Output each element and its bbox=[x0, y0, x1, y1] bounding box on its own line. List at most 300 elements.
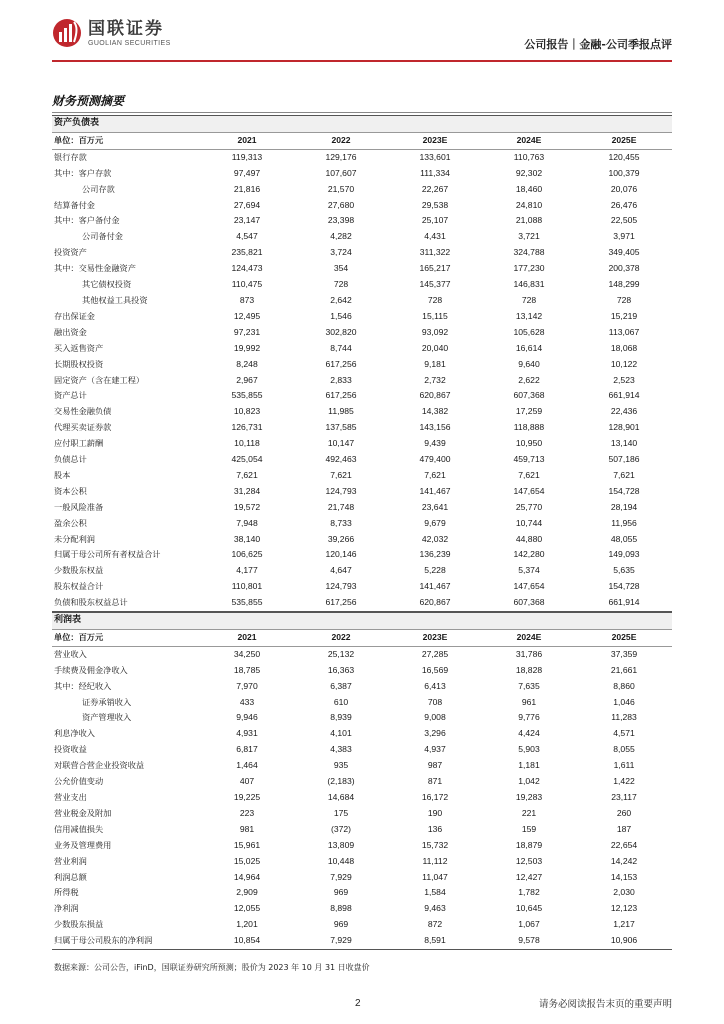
cell-value: 19,572 bbox=[233, 501, 261, 512]
cell-value: 349,405 bbox=[608, 247, 640, 258]
row-label: 信用减值损失 bbox=[54, 823, 104, 834]
cell-value: 110,763 bbox=[513, 151, 545, 162]
cell-value: 2,622 bbox=[518, 374, 540, 385]
cell-value: 200,378 bbox=[608, 263, 640, 274]
balance-title: 资产负债表 bbox=[52, 116, 672, 133]
cell-value: 4,571 bbox=[613, 728, 635, 739]
cell-value: 9,008 bbox=[424, 712, 446, 723]
row-label: 股东权益合计 bbox=[54, 581, 104, 592]
cell-value: 24,810 bbox=[515, 199, 543, 210]
cell-value: (2,183) bbox=[327, 776, 355, 787]
cell-value: 1,584 bbox=[424, 887, 446, 898]
row-label: 银行存款 bbox=[54, 151, 87, 162]
cell-value: 22,505 bbox=[610, 215, 638, 226]
cell-value: 620,867 bbox=[419, 390, 451, 401]
cell-value: 9,181 bbox=[424, 358, 446, 369]
table-row bbox=[52, 166, 672, 182]
cell-value: 9,776 bbox=[518, 712, 540, 723]
unit-label: 单位：百万元 bbox=[52, 629, 200, 646]
section-title: 财务预测摘要 bbox=[52, 94, 125, 108]
table-row bbox=[52, 373, 672, 389]
table-row bbox=[52, 532, 672, 548]
cell-value: 3,724 bbox=[330, 247, 352, 258]
cell-value: 871 bbox=[427, 776, 443, 787]
cell-value: 607,368 bbox=[513, 390, 545, 401]
cell-value: 10,744 bbox=[515, 517, 543, 528]
row-label: 营业支出 bbox=[54, 791, 87, 802]
row-label: 证券承销收入 bbox=[82, 696, 132, 707]
table-row bbox=[52, 563, 672, 579]
cell-value: 607,368 bbox=[482, 595, 576, 611]
row-label: 长期股权投资 bbox=[54, 358, 104, 369]
table-row bbox=[52, 436, 672, 452]
year-header: 2022 bbox=[294, 132, 388, 149]
row-label: 归属于母公司所有者权益合计 bbox=[54, 549, 161, 560]
table-row bbox=[52, 293, 672, 309]
cell-value: 10,448 bbox=[327, 855, 355, 866]
cell-value: 44,880 bbox=[515, 533, 543, 544]
section-divider bbox=[52, 112, 672, 113]
cell-value: 149,093 bbox=[608, 549, 640, 560]
table-row bbox=[52, 742, 672, 758]
cell-value: 8,860 bbox=[613, 680, 635, 691]
cell-value: 5,903 bbox=[518, 744, 540, 755]
cell-value: 7,621 bbox=[613, 469, 635, 480]
cell-value: 11,283 bbox=[611, 712, 637, 723]
cell-value: 129,176 bbox=[325, 151, 357, 162]
cell-value: 4,101 bbox=[330, 728, 352, 739]
row-label: 代理买卖证券款 bbox=[54, 422, 112, 433]
table-row bbox=[52, 838, 672, 854]
table-row bbox=[52, 182, 672, 198]
cell-value: 407 bbox=[239, 776, 255, 787]
cell-value: 1,046 bbox=[613, 696, 635, 707]
cell-value: 872 bbox=[427, 919, 443, 930]
row-label: 营业收入 bbox=[54, 648, 87, 659]
cell-value: 4,424 bbox=[518, 728, 540, 739]
year-header: 2024E bbox=[482, 629, 576, 646]
cell-value: 728 bbox=[616, 294, 632, 305]
cell-value: 6,817 bbox=[236, 744, 258, 755]
row-label: 少数股东权益 bbox=[54, 565, 104, 576]
cell-value: 617,256 bbox=[325, 390, 357, 401]
table-row bbox=[52, 149, 672, 165]
cell-value: 433 bbox=[239, 696, 255, 707]
cell-value: 2,523 bbox=[613, 374, 635, 385]
row-label: 买入返售资产 bbox=[54, 342, 104, 353]
cell-value: 120,146 bbox=[325, 549, 357, 560]
cell-value: 159 bbox=[521, 823, 537, 834]
cell-value: 143,156 bbox=[419, 422, 451, 433]
row-label: 业务及管理费用 bbox=[54, 839, 112, 850]
cell-value: 21,088 bbox=[515, 215, 543, 226]
cell-value: 120,455 bbox=[608, 151, 640, 162]
cell-value: 535,855 bbox=[200, 595, 294, 611]
row-label: 融出资金 bbox=[54, 326, 87, 337]
cell-value: 5,228 bbox=[424, 565, 446, 576]
cell-value: 11,985 bbox=[328, 406, 354, 417]
cell-value: 177,230 bbox=[513, 263, 545, 274]
cell-value: 492,463 bbox=[325, 454, 357, 465]
cell-value: 12,427 bbox=[515, 871, 543, 882]
income-title-row bbox=[52, 613, 672, 630]
balance-header-row bbox=[52, 132, 672, 149]
row-label: 资产管理收入 bbox=[82, 712, 132, 723]
table-row bbox=[52, 806, 672, 822]
cell-value: 21,816 bbox=[233, 183, 261, 194]
cell-value: 14,153 bbox=[610, 871, 638, 882]
cell-value: 38,140 bbox=[233, 533, 261, 544]
cell-value: 119,313 bbox=[231, 151, 263, 162]
row-label: 营业利润 bbox=[54, 855, 87, 866]
table-row bbox=[52, 484, 672, 500]
cell-value: 961 bbox=[521, 696, 537, 707]
cell-value: 459,713 bbox=[513, 454, 545, 465]
cell-value: 6,413 bbox=[424, 680, 446, 691]
cell-value: 25,132 bbox=[327, 648, 355, 659]
year-header: 2025E bbox=[576, 132, 672, 149]
cell-value: 12,123 bbox=[610, 903, 638, 914]
cell-value: 2,909 bbox=[236, 887, 258, 898]
table-row bbox=[52, 917, 672, 933]
row-label: 其中：客户存款 bbox=[54, 167, 112, 178]
cell-value: 147,654 bbox=[513, 485, 545, 496]
cell-value: 617,256 bbox=[294, 595, 388, 611]
cell-value: 124,793 bbox=[325, 581, 357, 592]
cell-value: 10,645 bbox=[515, 903, 543, 914]
cell-value: 14,684 bbox=[327, 791, 355, 802]
row-label: 其中：交易性金融资产 bbox=[54, 263, 136, 274]
table-row bbox=[52, 663, 672, 679]
cell-value: 223 bbox=[239, 807, 255, 818]
table-row bbox=[52, 500, 672, 516]
cell-value: 26,476 bbox=[610, 199, 638, 210]
cell-value: 1,422 bbox=[613, 776, 635, 787]
row-label: 存出保证金 bbox=[54, 310, 95, 321]
cell-value: 9,679 bbox=[424, 517, 446, 528]
table-row bbox=[52, 901, 672, 917]
cell-value: 11,112 bbox=[422, 855, 448, 866]
cell-value: 133,601 bbox=[419, 151, 451, 162]
cell-value: 7,621 bbox=[424, 469, 446, 480]
cell-value: 118,888 bbox=[513, 422, 545, 433]
cell-value: 1,067 bbox=[518, 919, 540, 930]
cell-value: 13,809 bbox=[327, 839, 355, 850]
cell-value: 7,621 bbox=[518, 469, 540, 480]
cell-value: 324,788 bbox=[513, 247, 545, 258]
cell-value: 148,299 bbox=[608, 279, 640, 290]
cell-value: 2,642 bbox=[330, 294, 352, 305]
cell-value: 4,282 bbox=[330, 231, 352, 242]
logo-english-name: GUOLIAN SECURITIES bbox=[88, 39, 171, 47]
data-source-note: 数据来源：公司公告，iFinD，国联证券研究所预测；股价为 2023 年 10 月 31 日收盘价 bbox=[54, 963, 370, 972]
row-label: 营业税金及附加 bbox=[54, 807, 112, 818]
cell-value: 987 bbox=[427, 760, 443, 771]
cell-value: 16,569 bbox=[421, 664, 449, 675]
cell-value: 4,431 bbox=[424, 231, 446, 242]
cell-value: 187 bbox=[616, 823, 632, 834]
year-header: 2024E bbox=[482, 132, 576, 149]
cell-value: 12,055 bbox=[233, 903, 261, 914]
cell-value: 124,793 bbox=[325, 485, 357, 496]
cell-value: 128,901 bbox=[608, 422, 640, 433]
cell-value: 25,770 bbox=[515, 501, 543, 512]
row-label: 其中：经纪收入 bbox=[54, 680, 112, 691]
cell-value: 1,464 bbox=[236, 760, 258, 771]
table-row bbox=[52, 198, 672, 214]
cell-value: 8,898 bbox=[330, 903, 352, 914]
cell-value: 873 bbox=[239, 294, 255, 305]
cell-value: 31,284 bbox=[233, 485, 261, 496]
table-row bbox=[52, 516, 672, 532]
row-label: 所得税 bbox=[54, 887, 79, 898]
cell-value: 18,828 bbox=[515, 664, 543, 675]
cell-value: 37,359 bbox=[610, 648, 638, 659]
row-label: 一般风险准备 bbox=[54, 501, 104, 512]
cell-value: 981 bbox=[239, 823, 255, 834]
cell-value: 221 bbox=[521, 807, 537, 818]
cell-value: 2,833 bbox=[330, 374, 352, 385]
year-header: 2021 bbox=[200, 629, 294, 646]
row-label: 公允价值变动 bbox=[54, 776, 104, 787]
logo-icon bbox=[52, 18, 82, 48]
cell-value: 147,654 bbox=[513, 581, 545, 592]
table-row bbox=[52, 245, 672, 261]
table-row bbox=[52, 341, 672, 357]
row-label: 公司存款 bbox=[82, 183, 115, 194]
cell-value: 10,823 bbox=[233, 406, 261, 417]
cell-value: 136,239 bbox=[419, 549, 451, 560]
cell-value: 969 bbox=[333, 919, 349, 930]
cell-value: 425,054 bbox=[231, 454, 263, 465]
cell-value: 110,475 bbox=[231, 279, 263, 290]
table-row bbox=[52, 388, 672, 404]
table-row bbox=[52, 885, 672, 901]
cell-value: 105,628 bbox=[513, 326, 545, 337]
cell-value: 15,219 bbox=[610, 310, 638, 321]
cell-value: 142,280 bbox=[513, 549, 545, 560]
cell-value: 136 bbox=[427, 823, 443, 834]
cell-value: 9,439 bbox=[424, 438, 446, 449]
report-type: 公司报告｜金融-公司季报点评 bbox=[524, 38, 672, 51]
year-header: 2022 bbox=[294, 629, 388, 646]
cell-value: 10,118 bbox=[234, 438, 260, 449]
cell-value: 3,296 bbox=[424, 728, 446, 739]
cell-value: 11,956 bbox=[611, 517, 637, 528]
row-label: 资本公积 bbox=[54, 485, 87, 496]
cell-value: 92,302 bbox=[515, 167, 543, 178]
cell-value: 661,914 bbox=[576, 595, 672, 611]
table-row bbox=[52, 420, 672, 436]
cell-value: 4,177 bbox=[236, 565, 258, 576]
table-row bbox=[52, 822, 672, 838]
cell-value: 16,172 bbox=[421, 791, 449, 802]
cell-value: 617,256 bbox=[325, 358, 357, 369]
cell-value: 100,379 bbox=[608, 167, 640, 178]
cell-value: 18,460 bbox=[515, 183, 543, 194]
cell-value: 2,967 bbox=[236, 374, 258, 385]
year-header: 2025E bbox=[576, 629, 672, 646]
row-label: 手续费及佣金净收入 bbox=[54, 664, 128, 675]
cell-value: 27,285 bbox=[421, 648, 449, 659]
table-row bbox=[52, 277, 672, 293]
cell-value: 8,939 bbox=[330, 712, 352, 723]
cell-value: 3,971 bbox=[613, 231, 635, 242]
cell-value: 1,546 bbox=[330, 310, 352, 321]
company-logo bbox=[52, 18, 171, 48]
row-label: 应付职工薪酬 bbox=[54, 438, 104, 449]
cell-value: 9,463 bbox=[424, 903, 446, 914]
cell-value: 1,201 bbox=[236, 919, 258, 930]
cell-value: 14,964 bbox=[233, 871, 261, 882]
cell-value: 23,641 bbox=[421, 501, 449, 512]
cell-value: 479,400 bbox=[419, 454, 451, 465]
cell-value: 113,067 bbox=[608, 326, 640, 337]
cell-value: 19,225 bbox=[233, 791, 261, 802]
table-row bbox=[52, 468, 672, 484]
balance-title-row bbox=[52, 116, 672, 133]
table-row bbox=[52, 404, 672, 420]
table-row bbox=[52, 774, 672, 790]
income-header-row bbox=[52, 629, 672, 646]
cell-value: 42,032 bbox=[421, 533, 449, 544]
logo-chinese-name: 国联证券 bbox=[88, 18, 164, 39]
row-label: 归属于母公司股东的净利润 bbox=[52, 933, 200, 949]
row-label: 结算备付金 bbox=[54, 199, 95, 210]
cell-value: 110,801 bbox=[231, 581, 263, 592]
table-row bbox=[52, 870, 672, 886]
cell-value: 728 bbox=[333, 279, 349, 290]
row-label: 股本 bbox=[54, 469, 71, 480]
cell-value: (372) bbox=[330, 823, 352, 834]
cell-value: 13,140 bbox=[610, 438, 638, 449]
row-label: 负债和股东权益总计 bbox=[52, 595, 200, 611]
cell-value: 5,374 bbox=[518, 565, 540, 576]
cell-value: 7,929 bbox=[294, 933, 388, 949]
cell-value: 4,647 bbox=[330, 565, 352, 576]
row-label: 交易性金融负债 bbox=[54, 406, 112, 417]
cell-value: 5,635 bbox=[613, 565, 635, 576]
cell-value: 15,732 bbox=[421, 839, 449, 850]
table-row bbox=[52, 229, 672, 245]
cell-value: 22,267 bbox=[421, 183, 449, 194]
cell-value: 311,322 bbox=[419, 247, 451, 258]
row-label: 盈余公积 bbox=[54, 517, 87, 528]
row-label: 未分配利润 bbox=[54, 533, 95, 544]
row-label: 其它债权投资 bbox=[82, 279, 132, 290]
year-header: 2023E bbox=[388, 132, 482, 149]
cell-value: 106,625 bbox=[231, 549, 263, 560]
cell-value: 7,929 bbox=[330, 871, 352, 882]
cell-value: 154,728 bbox=[608, 485, 640, 496]
cell-value: 8,733 bbox=[330, 517, 352, 528]
table-row bbox=[52, 452, 672, 468]
cell-value: 15,115 bbox=[422, 310, 448, 321]
cell-value: 97,231 bbox=[233, 326, 261, 337]
cell-value: 1,217 bbox=[613, 919, 635, 930]
cell-value: 22,654 bbox=[610, 839, 638, 850]
cell-value: 1,042 bbox=[518, 776, 540, 787]
cell-value: 126,731 bbox=[231, 422, 263, 433]
cell-value: 302,820 bbox=[325, 326, 357, 337]
cell-value: 4,383 bbox=[330, 744, 352, 755]
row-label: 净利润 bbox=[54, 903, 79, 914]
cell-value: 12,503 bbox=[515, 855, 543, 866]
cell-value: 8,055 bbox=[613, 744, 635, 755]
cell-value: 4,937 bbox=[424, 744, 446, 755]
row-label: 固定资产（含在建工程） bbox=[54, 374, 145, 385]
cell-value: 14,382 bbox=[421, 406, 449, 417]
cell-value: 10,854 bbox=[200, 933, 294, 949]
cell-value: 154,728 bbox=[608, 581, 640, 592]
cell-value: 8,591 bbox=[388, 933, 482, 949]
cell-value: 34,250 bbox=[233, 648, 261, 659]
table-row bbox=[52, 579, 672, 595]
cell-value: 190 bbox=[427, 807, 443, 818]
cell-value: 18,068 bbox=[610, 342, 638, 353]
row-label: 少数股东损益 bbox=[54, 919, 104, 930]
cell-value: 20,040 bbox=[421, 342, 449, 353]
cell-value: 21,570 bbox=[327, 183, 355, 194]
cell-value: 235,821 bbox=[231, 247, 263, 258]
table-row bbox=[52, 679, 672, 695]
cell-value: 141,467 bbox=[419, 485, 451, 496]
income-statement-table bbox=[52, 612, 672, 950]
cell-value: 27,694 bbox=[233, 199, 261, 210]
cell-value: 10,147 bbox=[327, 438, 355, 449]
cell-value: 111,334 bbox=[420, 167, 450, 178]
cell-value: 610 bbox=[333, 696, 349, 707]
cell-value: 4,547 bbox=[236, 231, 258, 242]
cell-value: 48,055 bbox=[610, 533, 638, 544]
cell-value: 146,831 bbox=[513, 279, 545, 290]
table-row bbox=[52, 790, 672, 806]
cell-value: 9,578 bbox=[482, 933, 576, 949]
cell-value: 29,538 bbox=[421, 199, 449, 210]
cell-value: 16,614 bbox=[515, 342, 543, 353]
table-row bbox=[52, 710, 672, 726]
cell-value: 15,025 bbox=[233, 855, 261, 866]
table-row bbox=[52, 213, 672, 229]
row-label: 对联营合营企业投资收益 bbox=[54, 760, 145, 771]
cell-value: 141,467 bbox=[419, 581, 451, 592]
cell-value: 9,640 bbox=[518, 358, 540, 369]
cell-value: 11,047 bbox=[422, 871, 448, 882]
row-label: 利息净收入 bbox=[54, 728, 95, 739]
row-label: 投资资产 bbox=[54, 247, 87, 258]
table-row bbox=[52, 547, 672, 563]
cell-value: 7,948 bbox=[236, 517, 258, 528]
cell-value: 10,906 bbox=[576, 933, 672, 949]
cell-value: 14,242 bbox=[610, 855, 638, 866]
row-label: 公司备付金 bbox=[82, 231, 123, 242]
year-header: 2023E bbox=[388, 629, 482, 646]
cell-value: 31,786 bbox=[515, 648, 543, 659]
cell-value: 728 bbox=[521, 294, 537, 305]
table-row bbox=[52, 933, 672, 949]
cell-value: 4,931 bbox=[236, 728, 258, 739]
row-label: 其他权益工具投资 bbox=[82, 294, 148, 305]
cell-value: 15,961 bbox=[233, 839, 261, 850]
table-row bbox=[52, 726, 672, 742]
cell-value: 107,607 bbox=[325, 167, 357, 178]
cell-value: 22,436 bbox=[610, 406, 638, 417]
balance-sheet-table bbox=[52, 115, 672, 612]
cell-value: 620,867 bbox=[388, 595, 482, 611]
cell-value: 1,611 bbox=[613, 760, 635, 771]
cell-value: 7,970 bbox=[236, 680, 258, 691]
cell-value: 23,398 bbox=[327, 215, 355, 226]
